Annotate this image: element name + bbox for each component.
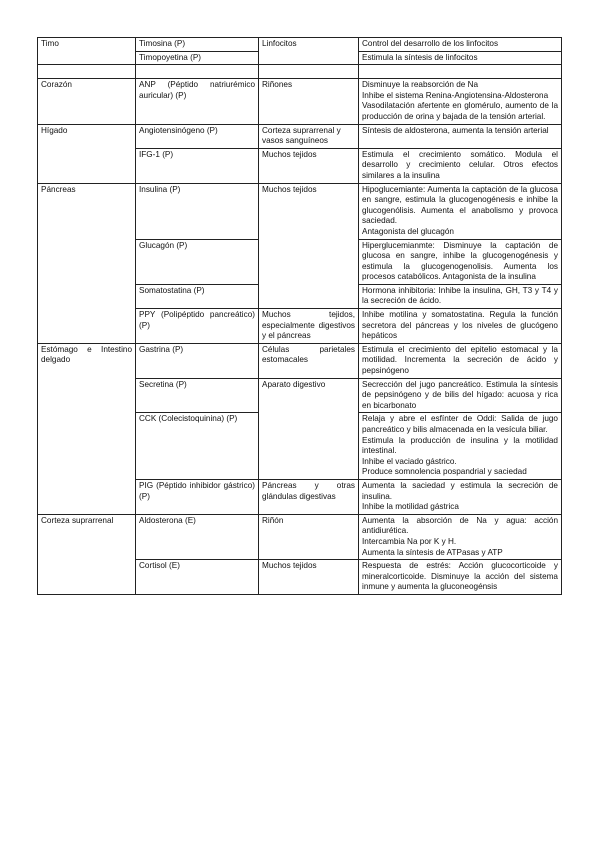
effect-line: Intercambia Na por K y H. [362, 536, 457, 546]
empty-cell [259, 65, 359, 79]
hormone-cell: Gastrina (P) [136, 343, 259, 378]
table-row [38, 79, 562, 124]
effect-line: Antagonista del glucagón [362, 226, 454, 236]
hormone-cell: PPY (Polipéptido pancreático)(P) [136, 309, 259, 344]
target-cell: Células parietales estomacales [259, 343, 359, 378]
hormone-cell: PIG (Péptido inhibidor gástrico) (P) [136, 479, 259, 514]
effect-cell: Estimula el crecimiento del epitelio estomacal y la motilidad. Incrementa la secreción de ácido y pepsinógeno [359, 343, 562, 378]
effect-cell [359, 514, 562, 559]
effect-cell: Síntesis de aldosterona, aumenta la tensión arterial [359, 124, 562, 148]
empty-cell [136, 65, 259, 79]
effect-cell [359, 413, 562, 480]
organ-cell: Timo [38, 38, 136, 65]
hormone-cell: Glucagón (P) [136, 239, 259, 284]
effect-cell: Hormona inhibitoria: Inhibe la insulina, GH, T3 y T4 y la secreción de ácido. [359, 284, 562, 308]
effect-line: Inhibe la motilidad gástrica [362, 502, 459, 512]
hormone-cell: Secretina (P) [136, 378, 259, 413]
empty-cell [38, 65, 136, 79]
effect-line: Inhibe el vaciado gástrico. [362, 456, 457, 466]
hormone-cell: Somatostatina (P) [136, 284, 259, 308]
effect-cell: Respuesta de estrés: Acción glucocorticoide y mineralcorticoide. Disminuye la acción del sistema inmune y aumenta la gluconeogénsis [359, 560, 562, 595]
hormone-cell: Insulina (P) [136, 183, 259, 239]
effect-line: Vasodilatación afertente en glomérulo, aumento de la producción de orina y bajada de la tensión arterial. [362, 101, 558, 121]
effect-line: Relaja y abre el esfínter de Oddi: Salida de jugo pancreático y bilis almacenada en la vesícula biliar. [362, 414, 558, 434]
hormone-cell: CCK (Colecistoquinina) (P) [136, 413, 259, 480]
effect-line: Produce somnolencia pospandrial y saciedad [362, 467, 527, 477]
effect-line: Aumenta la síntesis de ATPasas y ATP [362, 547, 503, 557]
target-cell: Muchos tejidos [259, 183, 359, 309]
effect-cell: Control del desarrollo de los linfocitos [359, 38, 562, 52]
organ-cell: Corazón [38, 79, 136, 124]
effect-line: Disminuye la reabsorción de Na [362, 80, 479, 90]
effect-line: Hipoglucemiante: Aumenta la captación de la glucosa en sangre, estimula la glucogenogénesis e inhibe la glucogenólisis. Aumenta el anabolismo y provoca saciedad. [362, 184, 558, 226]
table-row [38, 65, 562, 79]
effect-cell [359, 183, 562, 239]
organ-cell: Páncreas [38, 183, 136, 343]
organ-cell: Hígado [38, 124, 136, 183]
target-cell: Muchos tejidos [259, 148, 359, 183]
target-cell: Riñones [259, 79, 359, 124]
hormone-cell: Timopoyetina (P) [136, 51, 259, 65]
target-cell: Páncreas y otras glándulas digestivas [259, 479, 359, 514]
effect-line: Aumenta la absorción de Na y agua: acción antidiurética. [362, 515, 558, 536]
table-row [38, 514, 562, 559]
effect-cell: Estimula el crecimiento somático. Modula el desarrollo y crecimiento celular. Otros efectos similares a la insulina [359, 148, 562, 183]
target-cell: Linfocitos [259, 38, 359, 65]
table-row [38, 343, 562, 378]
effect-cell: Inhibe motilina y somatostatina. Regula la función secretora del páncreas y los niveles de glucógeno hepáticos [359, 309, 562, 344]
table-row [38, 38, 562, 52]
target-cell: Muchos tejidos, especialmente digestivos y el páncreas [259, 309, 359, 344]
hormone-cell: Aldosterona (E) [136, 514, 259, 559]
table-row [38, 124, 562, 148]
target-cell: Muchos tejidos [259, 560, 359, 595]
table-row [38, 183, 562, 239]
effect-cell: Hiperglucemianmte: Disminuye la captación de glucosa en sangre, inhibe la glucogenogénesis y estimula la glucogenogenolisis. Aumenta los procesos catabólicos. Antagonista de la insulina [359, 239, 562, 284]
target-cell: Aparato digestivo [259, 378, 359, 479]
organ-cell: Estómago e Intestino delgado [38, 343, 136, 514]
effect-cell [359, 79, 562, 124]
effect-line: Inhibe el sistema Renina-Angiotensina-Aldosterona [362, 90, 549, 100]
effect-cell: Estimula la síntesis de linfocitos [359, 51, 562, 65]
target-cell: Corteza suprarrenal y vasos sanguíneos [259, 124, 359, 148]
hormone-cell: IFG-1 (P) [136, 148, 259, 183]
hormone-table [37, 37, 562, 595]
hormone-cell: ANP (Péptido natriurémico auricular) (P) [136, 79, 259, 124]
effect-cell [359, 479, 562, 514]
effect-line: Aumenta la saciedad y estimula la secreción de insulina. [362, 480, 558, 501]
hormone-cell: Timosina (P) [136, 38, 259, 52]
effect-cell: Secrección del jugo pancreático. Estimula la síntesis de pepsinógeno y de bilis del hígado: acuosa y rica en bicarbonato [359, 378, 562, 413]
hormone-cell: Angiotensinógeno (P) [136, 124, 259, 148]
target-cell: Riñón [259, 514, 359, 559]
organ-cell: Corteza suprarrenal [38, 514, 136, 594]
effect-line: Estimula la producción de insulina y la motilidad intestinal. [362, 435, 558, 456]
empty-cell [359, 65, 562, 79]
hormone-cell: Cortisol (E) [136, 560, 259, 595]
